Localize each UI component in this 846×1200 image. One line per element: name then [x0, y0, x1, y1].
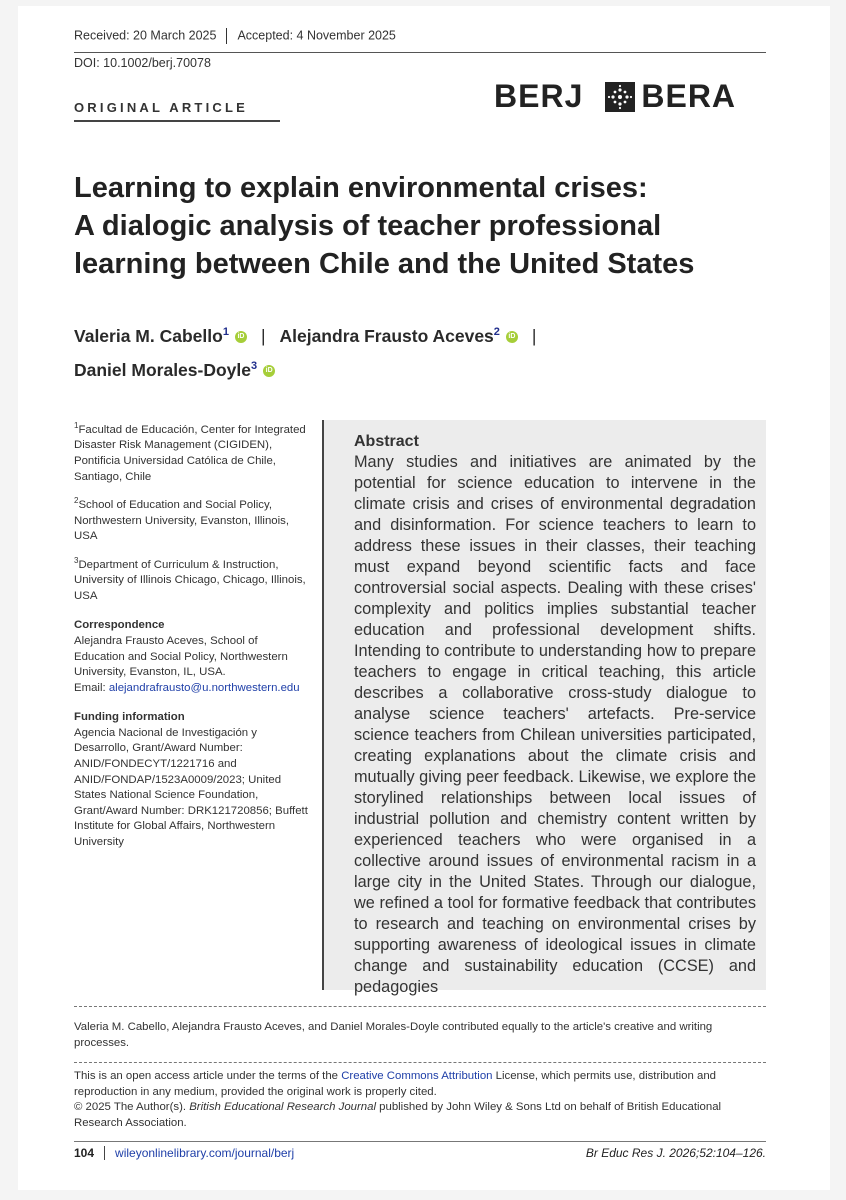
affiliation-column: [74, 418, 310, 859]
affiliation-text: Department of Curriculum & Instruction, University of Illinois Chicago, Chicago, Illinois, USA: [74, 558, 306, 602]
title-line-2: A dialogic analysis of teacher professional: [74, 210, 662, 242]
berj-logo[interactable]: BERJ: [494, 78, 584, 114]
author-name[interactable]: Daniel Morales-Doyle: [74, 359, 251, 380]
logos: [494, 78, 736, 115]
abstract-box: [322, 420, 766, 996]
received-date: Received: 20 March 2025: [74, 28, 217, 43]
bera-logo[interactable]: BERA: [641, 78, 737, 114]
bera-mark-icon: [605, 82, 635, 112]
copyright-note: [74, 1100, 754, 1131]
orcid-icon[interactable]: iD: [235, 331, 247, 343]
copyright-text: © 2025 The Author(s).: [74, 1101, 190, 1113]
abstract-heading: Abstract: [354, 433, 419, 450]
cc-license-link[interactable]: Creative Commons Attribution: [341, 1070, 493, 1082]
correspondence-text: Alejandra Frausto Aceves, School of Education and Social Policy, Northwestern University, Evanston, IL, USA.: [74, 634, 288, 679]
license-text: License, which permits use, distribution and reproduction in any medium, provided the original work is properly cited.: [74, 1070, 716, 1098]
date-separator: [226, 28, 227, 44]
title-line-1: Learning to explain environmental crises:: [74, 172, 648, 204]
author-affiliation-sup[interactable]: 1: [222, 326, 229, 338]
affiliation: [74, 493, 310, 545]
article-page: [18, 6, 830, 1190]
footer-rule: [74, 1141, 766, 1142]
dates-row: [74, 28, 396, 44]
author-list: [74, 317, 794, 385]
orcid-icon[interactable]: iD: [263, 365, 275, 377]
abstract-text: Many studies and initiatives are animated by the potential for science education to intervene in the climate crisis and crises of environmental degradation and disinformation. For science teachers to learn to address these issues in their classes, their teaching must expand beyond scientific facts and face controversial social aspects. Dealing with these crises' complexity and politics implies substantial teacher education and professional development shifts. Intending to contribute to understanding how to prepare teachers to engage in critical teaching, this article describes a collaborative cross-study dialogue to analyse science teachers' artefacts. Pre-service science teachers from Chilean universities participated, creating explanations about the climate crisis and mutually giving peer feedback. Likewise, we explore the storylined relationships between local issues of industrial pollution and chemistry content written by experienced teachers who were organised in a collective around issues of environmental racism in a large city in the United States. Through our dialogue, we refined a tool for formative feedback that contributes to research and teaching on environmental crises by supporting awareness of ideological issues in climate change and sustainability education (CCSE) and pedagogies: [354, 453, 756, 996]
correspondence-block: [74, 618, 310, 696]
footnote-divider: [74, 1006, 766, 1007]
contribution-note: Valeria M. Cabello, Alejandra Frausto Aceves, and Daniel Morales-Doyle contributed equally to the article's creative and writing processes.: [74, 1021, 713, 1049]
article-type-underline: [74, 120, 280, 122]
article-type-label: ORIGINAL ARTICLE: [74, 100, 248, 115]
affiliation: [74, 553, 310, 605]
article-title: [74, 169, 794, 283]
author-name[interactable]: Valeria M. Cabello: [74, 325, 223, 346]
funding-heading: Funding information: [74, 711, 185, 724]
funding-text: Agencia Nacional de Investigación y Desarrollo, Grant/Award Number: ANID/FONDECYT/1221716 and ANID/FONDAP/1523A0009/2023; United States National Science Foundation, Grant/Award Number: DRK121720856; Buffett Institute for Global Affairs, Northwestern University: [74, 726, 308, 849]
email-label: Email:: [74, 681, 106, 694]
author-affiliation-sup[interactable]: 2: [493, 326, 500, 338]
license-text: This is an open access article under the terms of the: [74, 1070, 342, 1082]
orcid-icon[interactable]: iD: [506, 331, 518, 343]
author-affiliation-sup[interactable]: 3: [251, 359, 258, 372]
email-link[interactable]: alejandrafrausto@u.northwestern.edu: [108, 681, 300, 694]
citation: Br Educ Res J. 2026;52:104–126.: [585, 1146, 766, 1160]
title-line-3: learning between Chile and the United States: [74, 248, 695, 280]
funding-block: [74, 710, 310, 850]
author-separator: |: [531, 325, 537, 346]
journal-url[interactable]: wileyonlinelibrary.com/journal/berj: [115, 1146, 295, 1160]
doi[interactable]: DOI: 10.1002/berj.70078: [74, 56, 211, 70]
copyright-text: published by John Wiley & Sons Ltd on behalf of British Educational Research Association.: [74, 1101, 722, 1129]
footer-separator: [104, 1146, 105, 1160]
affiliation-sup: 1: [74, 421, 79, 430]
license-divider: [74, 1062, 766, 1063]
accepted-date: Accepted: 4 November 2025: [237, 28, 396, 43]
journal-name: British Educational Research Journal: [189, 1101, 376, 1113]
affiliation: [74, 418, 310, 485]
affiliation-text: School of Education and Social Policy, Northwestern University, Evanston, Illinois, USA: [74, 498, 290, 543]
author-separator: |: [260, 325, 266, 346]
affiliation-sup: 3: [74, 555, 79, 565]
header-rule: [74, 52, 766, 53]
affiliation-sup: 2: [74, 496, 79, 506]
correspondence-heading: Correspondence: [74, 619, 165, 632]
page-number: 104: [74, 1146, 95, 1160]
license-note: [74, 1069, 754, 1100]
affiliation-text: Facultad de Educación, Center for Integrated Disaster Risk Management (CIGIDEN), Pontificia Universidad Católica de Chile, Santiago, Chile: [74, 423, 306, 483]
author-name[interactable]: Alejandra Frausto Aceves: [279, 325, 494, 346]
footer-left: [74, 1146, 294, 1160]
